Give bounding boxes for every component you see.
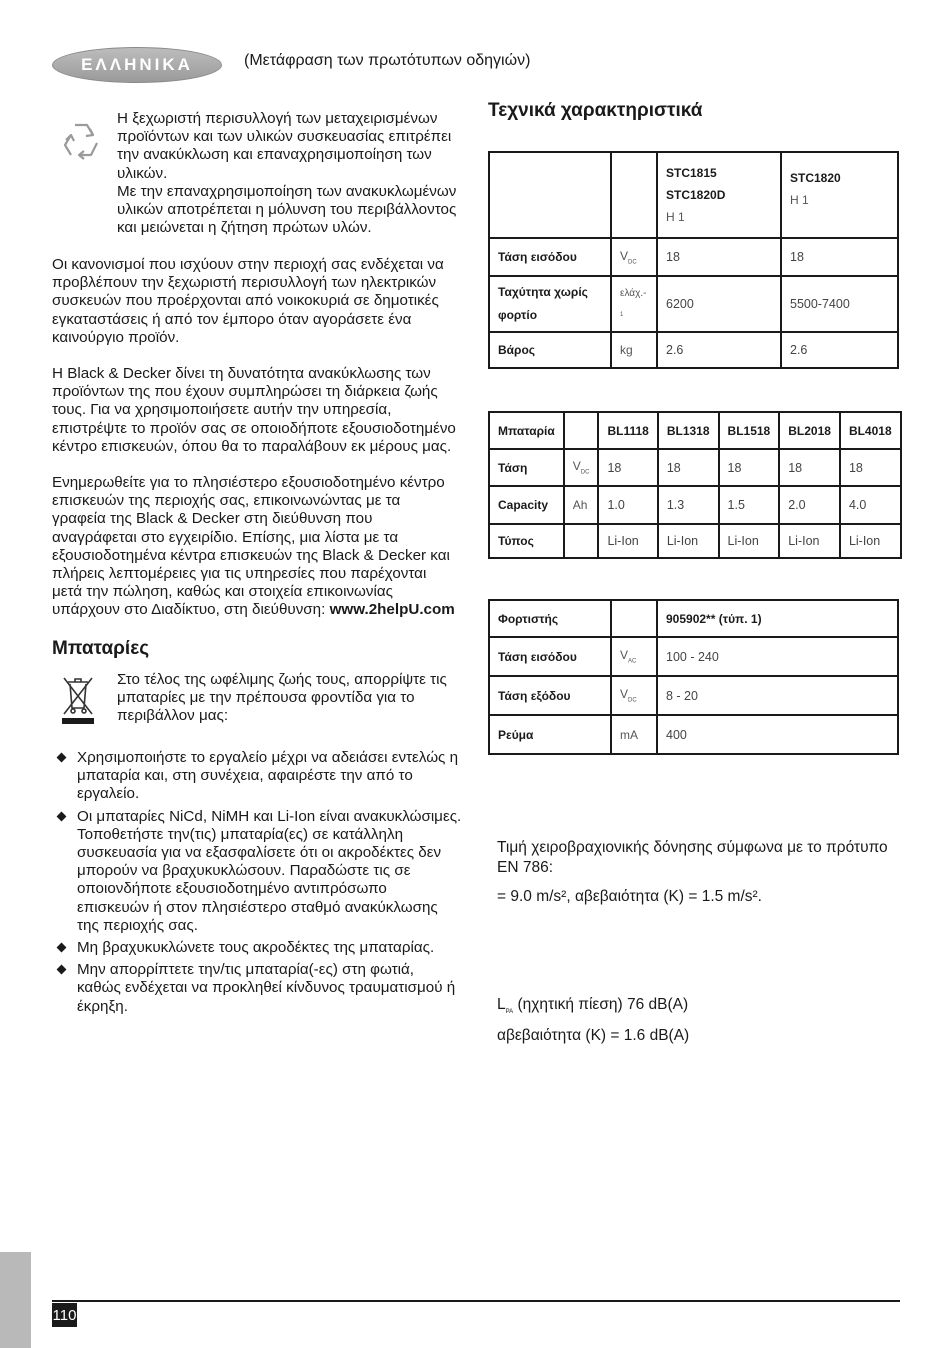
table-row [489,676,898,715]
table-row [489,449,901,486]
bullet-diamond-icon [57,943,67,953]
cell-value: 18 [840,449,901,486]
bullet-diamond-icon [57,811,67,821]
table-row [489,152,898,238]
cell-value: 18 [598,449,657,486]
model-type: H 1 [790,193,809,207]
list-item [52,939,462,957]
list-item-text: Χρησιμοποιήστε το εργαλείο μέχρι να αδειάσει εντελώς η μπαταρία και, στη συνέχεια, αφαιρέστε την από το εργαλείο. [77,749,459,803]
model-name: STC1820 [790,171,841,185]
row-unit: mA [611,715,657,754]
sound-text: (ηχητική πίεση) 76 dB(A) [513,996,689,1013]
cell-value: 2.0 [779,486,840,524]
row-unit [611,676,657,715]
battery-table [488,411,902,559]
unit-text: V [572,459,581,474]
cell-value: 6200 [657,276,781,332]
battery-model: BL1118 [598,412,657,449]
battery-model: BL1518 [719,412,780,449]
unit-text: ελάχ.- [620,287,647,299]
row-label: Τάση εξόδου [489,676,611,715]
regulations-paragraph: Οι κανονισμοί που ισχύουν στην περιοχή σας ενδέχεται να προβλέπουν την ξεχωριστή περισυλλογή των ηλεκτρικών συσκευών που προέρχονται από νοικοκυριά σε δημοτικές εγκαταστάσεις ή από τον έμπορο όταν αγοράσετε ένα καινούργιο προϊόν. [52,256,444,346]
service-centre-text: Ενημερωθείτε για το πλησιέστερο εξουσιοδοτημένο κέντρο επισκευών της περιοχής σας, επικοινωνώντας με τα γραφεία της Black & Decker στη διεύθυνση που αναγράφεται στο εγχειρίδιο. Επίσης, μια λίστα με τα εξουσιοδοτημένα κέντρα επισκευών της Black & Decker και πλήρεις λεπτομέρειες για τις υπηρεσίες που παρέχονται μετά την πώληση, καθώς και στοιχεία επικοινωνίας υπάρχουν στο Διαδίκτυο, στη διεύθυνση: [52,474,450,619]
list-item-text: Μη βραχυκυκλώνετε τους ακροδέκτες της μπαταρίας. [77,939,435,957]
battery-model: BL1318 [658,412,719,449]
cell-value: 18 [657,238,781,276]
cell-value: Li-Ion [658,524,719,558]
list-item [52,808,462,935]
table-row [489,486,901,524]
website-link[interactable]: www.2helpU.com [329,601,455,619]
batteries-heading: Μπαταρίες [52,638,150,659]
model-name: STC1815 [666,166,717,180]
battery-model: BL2018 [779,412,840,449]
row-unit [611,276,657,332]
unit-text: V [620,248,629,263]
table-row [489,412,901,449]
row-label: Τάση εισόδου [489,637,611,676]
cell-value: 18 [779,449,840,486]
cell-value: Li-Ion [840,524,901,558]
cell-value: Li-Ion [598,524,657,558]
cell-value: 4.0 [840,486,901,524]
cell-value: 1.0 [598,486,657,524]
row-label: Φορτιστής [489,600,611,637]
table-cell-empty [611,152,657,238]
table-row [489,332,898,368]
footer-divider [52,1300,900,1302]
unit-sub: AC [628,658,637,665]
sound-uncertainty: αβεβαιότητα (K) = 1.6 dB(A) [497,1027,690,1044]
table-cell-empty [564,412,599,449]
vibration-line: Τιμή χειροβραχιονικής δόνησης σύμφωνα με το πρότυπο [497,839,888,856]
bullet-diamond-icon [57,965,67,975]
recycle-paragraph-1: Η ξεχωριστή περισυλλογή των μεταχειρισμένων προϊόντων και των υλικών συσκευασίας επιτρέπει την ανακύκλωση και επαναχρησιμοποίηση των υλικών. [117,110,452,182]
vibration-line: EN 786: [497,859,554,876]
vibration-label [497,838,899,878]
unit-text: V [620,687,629,702]
row-label: Βάρος [489,332,611,368]
page-number: 110 [52,1303,77,1327]
table-cell-empty [611,600,657,637]
batteries-intro: Στο τέλος της ωφέλιμης ζωής τους, απορρίψτε τις μπαταρίες με την πρέπουσα φροντίδα για το περιβάλλον μας: [117,671,447,725]
row-unit: kg [611,332,657,368]
unit-sub: DC [628,697,637,704]
tech-specs-heading: Τεχνικά χαρακτηριστικά [488,100,703,121]
cell-value: 2.6 [657,332,781,368]
unit-sub: DC [628,259,637,266]
language-badge: ΕΛΛΗΝΙΚΑ [52,47,222,83]
list-item-text: Μην απορρίπτετε την/τις μπαταρία(-ες) στη φωτιά, καθώς ενδέχεται να προκληθεί κίνδυνος τραυματισμού ή έκρηξη. [77,961,456,1015]
cell-value: 18 [781,238,898,276]
spec-table [488,151,899,369]
model-column-1 [657,152,781,238]
cell-value: Li-Ion [719,524,780,558]
row-unit [564,524,599,558]
sound-pressure [497,995,688,1022]
recycling-service-paragraph: Η Black & Decker δίνει τη δυνατότητα ανακύκλωσης των προϊόντων της που έχουν συμπληρώσει τη διάρκεια ζωής τους. Για να χρησιμοποιήσετε αυτήν την υπηρεσία, επιστρέψτε το προϊόν σας σε οποιοδήποτε εξουσιοδοτημένο κέντρο επισκευών, όπου θα το παραλάβουν εκ μέρους μας. [52,365,456,455]
table-row [489,238,898,276]
side-tab [0,1252,31,1348]
charger-table [488,599,899,755]
cell-value: 5500-7400 [781,276,898,332]
cell-value: 18 [719,449,780,486]
recycle-paragraph-2: Με την επαναχρησιμοποίηση των ανακυκλωμένων υλικών αποτρέπεται η μόλυνση του περιβάλλοντος και μειώνεται η ζήτηση πρώτων υλών. [117,183,457,237]
table-row [489,715,898,754]
cell-value: 1.5 [719,486,780,524]
row-label: Τύπος [489,524,564,558]
cell-value: 100 - 240 [657,637,898,676]
vibration-value: = 9.0 m/s², αβεβαιότητα (K) = 1.5 m/s². [497,888,762,905]
table-cell-empty [489,152,611,238]
cell-value: 18 [658,449,719,486]
list-item [52,749,462,804]
row-label [489,276,611,332]
row-unit: Ah [564,486,599,524]
unit-text: V [620,648,629,663]
sound-symbol: L [497,996,506,1013]
cell-value: Li-Ion [779,524,840,558]
row-label: Τάση εισόδου [489,238,611,276]
translation-note: (Μετάφραση των πρωτότυπων οδηγιών) [244,52,531,69]
table-row [489,276,898,332]
charger-model: 905902** (τύπ. 1) [657,600,898,637]
row-label: Ρεύμα [489,715,611,754]
row-unit [611,238,657,276]
battery-model: BL4018 [840,412,901,449]
row-label-line: Ταχύτητα χωρίς [498,285,588,299]
table-row [489,524,901,558]
battery-bullet-list [52,749,462,1020]
cell-value: 2.6 [781,332,898,368]
model-column-2 [781,152,898,238]
unit-sub: DC [580,469,590,476]
row-label-line: φορτίο [498,308,538,322]
unit-text: 1 [620,311,624,318]
bullet-diamond-icon [57,753,67,763]
sound-symbol-sub: PA [505,1009,514,1016]
table-row [489,637,898,676]
row-label: Μπαταρία [489,412,564,449]
model-name: STC1820D [666,188,726,202]
cell-value: 400 [657,715,898,754]
service-centre-paragraph [52,474,457,620]
recycle-icon [57,117,105,165]
crossed-bin-icon [58,670,98,726]
row-unit [611,637,657,676]
model-type: H 1 [666,210,685,224]
list-item [52,961,462,1016]
cell-value: 8 - 20 [657,676,898,715]
table-row [489,600,898,637]
list-item-text: Οι μπαταρίες NiCd, NiMH και Li-Ion είναι ανακυκλώσιμες. Τοποθετήστε την(τις) μπαταρία(ες) σε κατάλληλη συσκευασία για να εξασφαλίσετε ότι οι ακροδέκτες δεν μπορούν να βραχυκυκλώσουν. Παραδώστε τις σε οποιονδήποτε εξουσιοδοτημένο αντιπρόσωπο επισκευών ή στον πλησιέστερο σταθμό ανακύκλωσης της περιοχής σας. [77,807,462,934]
row-unit [564,449,599,486]
row-label: Capacity [489,486,564,524]
cell-value: 1.3 [658,486,719,524]
row-label: Τάση [489,449,564,486]
